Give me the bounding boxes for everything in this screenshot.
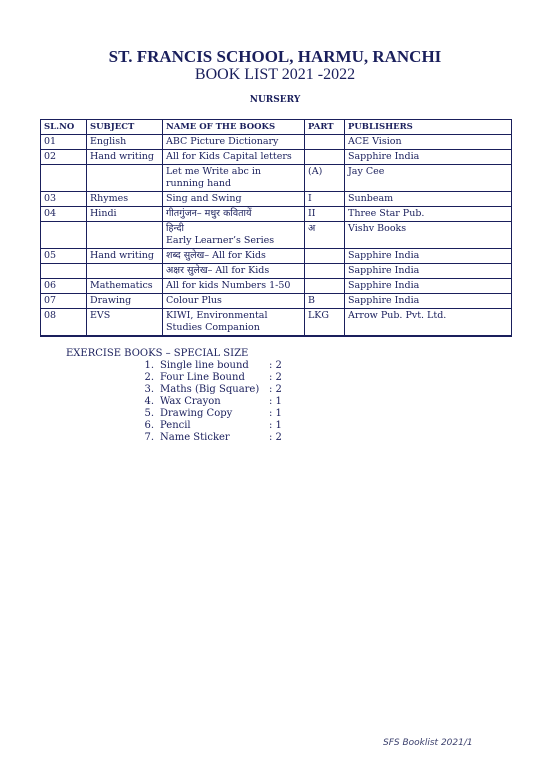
row-subject [87,165,163,192]
table-header-row [41,120,512,135]
table-row [41,222,512,249]
row-publisher: Vishv Books [345,222,512,249]
row-subject [87,264,163,279]
row-subject: Rhymes [87,192,163,207]
row-part: II [305,207,345,222]
row-publisher: Sapphire India [345,249,512,264]
book-title-line: गीतगुंजन– मधुर कवितायें [166,208,252,219]
row-book-name [163,249,305,264]
list-item [140,396,282,408]
row-book-name [163,279,305,294]
row-book-name [163,192,305,207]
row-publisher: Jay Cee [345,165,512,192]
row-book-name [163,150,305,165]
book-title-line-2: Studies Companion [166,322,260,333]
table-row [41,294,512,309]
row-part [305,150,345,165]
row-slno [41,165,87,192]
book-title-line: Let me Write abc in [166,166,262,177]
row-slno: 05 [41,249,87,264]
table-row [41,207,512,222]
list-item [140,360,282,372]
row-publisher: Sapphire India [345,294,512,309]
book-title-line: All for Kids Capital letters [166,151,292,162]
row-publisher: Sapphire India [345,150,512,165]
school-name: ST. FRANCIS SCHOOL, HARMU, RANCHI [108,47,442,66]
row-publisher: Arrow Pub. Pvt. Ltd. [345,309,512,337]
list-item [140,420,282,432]
row-publisher: Sapphire India [345,279,512,294]
book-title-line: हिन्दी [166,223,184,234]
book-title-line: KIWI, Environmental [166,310,268,321]
item-quantity: : 1 [269,408,282,419]
book-title-line: Sing and Swing [166,193,242,204]
header-publishers: PUBLISHERS [345,120,512,135]
class-heading: NURSERY [249,95,301,105]
header-subject: SUBJECT [87,120,163,135]
item-quantity: : 2 [269,432,282,443]
item-name: Single line bound [160,360,249,371]
row-part: (A) [305,165,345,192]
row-subject: Drawing [87,294,163,309]
item-name: Four Line Bound [160,372,245,383]
row-book-name [163,165,305,192]
row-part [305,279,345,294]
row-book-name [163,294,305,309]
row-publisher: Sunbeam [345,192,512,207]
row-part [305,135,345,150]
row-slno [41,222,87,249]
item-name: Drawing Copy [160,408,233,419]
row-book-name [163,222,305,249]
book-title-line: All for kids Numbers 1-50 [166,280,291,291]
row-subject: Hand writing [87,249,163,264]
row-slno: 07 [41,294,87,309]
list-item [140,408,282,420]
book-title-line-2: running hand [166,178,232,189]
item-number: 3. [144,384,154,395]
row-book-name [163,207,305,222]
book-title-line: शब्द सुलेख– All for Kids [166,250,266,261]
book-title-line: Colour Plus [166,295,222,306]
table-row [41,279,512,294]
item-number: 6. [144,420,154,431]
row-part: अ [305,222,345,249]
table-row [41,264,512,279]
row-part [305,249,345,264]
page-footer: SFS Booklist 2021/1 [383,738,473,748]
row-book-name [163,264,305,279]
list-item [140,372,282,384]
row-slno: 01 [41,135,87,150]
table-row [41,150,512,165]
row-slno: 04 [41,207,87,222]
item-quantity: : 2 [269,360,282,371]
list-item [140,384,282,396]
item-number: 1. [144,360,154,371]
row-part: I [305,192,345,207]
row-slno: 08 [41,309,87,337]
row-slno: 02 [41,150,87,165]
table-row [41,309,512,337]
item-number: 4. [144,396,154,407]
book-title-line: अक्षर सुलेख– All for Kids [166,265,270,276]
row-part: LKG [305,309,345,337]
item-name: Maths (Big Square) [160,384,260,395]
item-number: 2. [144,372,154,383]
item-name: Name Sticker [160,432,230,443]
item-quantity: : 2 [269,372,282,383]
row-subject: Mathematics [87,279,163,294]
exercise-books-heading: EXERCISE BOOKS – SPECIAL SIZE [66,348,249,359]
table-row [41,165,512,192]
row-part: B [305,294,345,309]
row-slno: 06 [41,279,87,294]
book-title-line: ABC Picture Dictionary [166,136,279,147]
booklist-title: BOOK LIST 2021 -2022 [194,66,356,83]
header-slno: SL.NO [41,120,87,135]
header-book-name: NAME OF THE BOOKS [163,120,305,135]
row-subject: Hand writing [87,150,163,165]
item-name: Wax Crayon [160,396,221,407]
row-subject: English [87,135,163,150]
table-row [41,192,512,207]
row-slno: 03 [41,192,87,207]
row-publisher: Sapphire India [345,264,512,279]
header-part: PART [305,120,345,135]
row-part [305,264,345,279]
table-row [41,249,512,264]
table-row [41,135,512,150]
book-title-line-2: Early Learner’s Series [166,235,275,246]
item-number: 5. [144,408,154,419]
item-quantity: : 1 [269,420,282,431]
row-slno [41,264,87,279]
books-table [40,119,512,337]
item-quantity: : 1 [269,396,282,407]
item-name: Pencil [160,420,191,431]
row-publisher: ACE Vision [345,135,512,150]
row-book-name [163,135,305,150]
exercise-books-list [140,360,282,444]
row-publisher: Three Star Pub. [345,207,512,222]
list-item [140,432,282,444]
item-quantity: : 2 [269,384,282,395]
row-subject: EVS [87,309,163,337]
item-number: 7. [144,432,154,443]
row-book-name [163,309,305,337]
row-subject [87,222,163,249]
row-subject: Hindi [87,207,163,222]
